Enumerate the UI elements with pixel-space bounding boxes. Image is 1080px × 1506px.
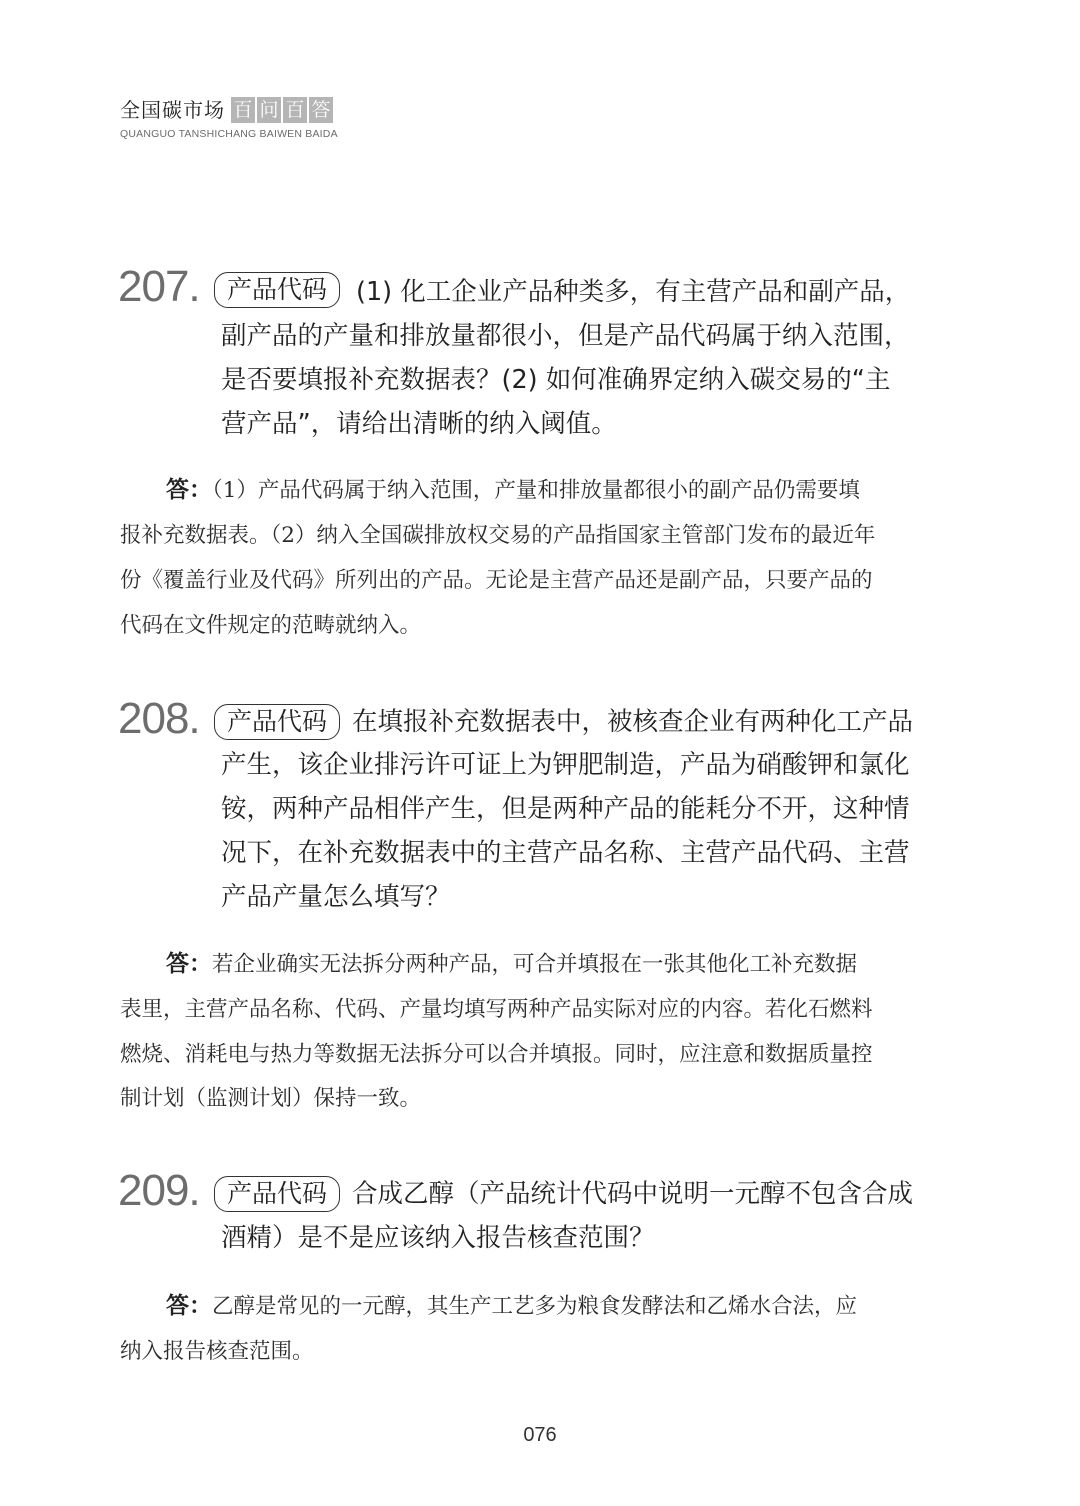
question-line: 铵，两种产品相伴产生，但是两种产品的能耗分不开，这种情 bbox=[221, 794, 910, 824]
answer-label: 答： bbox=[166, 951, 212, 977]
question-line: 在填报补充数据表中，被核查企业有两种化工产品 bbox=[352, 707, 914, 737]
question-tag: 产品代码 bbox=[214, 1176, 340, 1212]
answer-text: （1）产品代码属于纳入范围，产量和排放量都很小的副产品仍需要填 bbox=[212, 478, 860, 503]
answer-line: 表里，主营产品名称、代码、产量均填写两种产品实际对应的内容。若化石燃料 bbox=[120, 997, 873, 1022]
question-line: 副产品的产量和排放量都很小，但是产品代码属于纳入范围， bbox=[221, 321, 910, 351]
answer-line: 纳入报告核查范围。 bbox=[120, 1339, 314, 1364]
header-boxed-char: 答 bbox=[309, 97, 333, 123]
header-title: 全国碳市场 bbox=[120, 98, 225, 122]
page-number: 076 bbox=[523, 1424, 557, 1446]
answer-line bbox=[166, 468, 860, 513]
header-boxed-char: 问 bbox=[257, 97, 281, 123]
running-header bbox=[120, 96, 360, 140]
question-tag: 产品代码 bbox=[214, 704, 340, 740]
header-boxed-char: 百 bbox=[283, 97, 307, 123]
question-line: 况下，在补充数据表中的主营产品名称、主营产品代码、主营 bbox=[221, 838, 910, 868]
answer-label: 答： bbox=[166, 477, 212, 503]
answer-line: 份《覆盖行业及代码》所列出的产品。无论是主营产品还是副产品，只要产品的 bbox=[120, 568, 873, 593]
answer-line bbox=[166, 942, 857, 987]
answer-text: 若企业确实无法拆分两种产品，可合并填报在一张其他化工补充数据 bbox=[212, 952, 858, 977]
answer-label: 答： bbox=[166, 1293, 212, 1319]
answer-line: 燃烧、消耗电与热力等数据无法拆分可以合并填报。同时，应注意和数据质量控 bbox=[120, 1042, 873, 1067]
answer-text: 乙醇是常见的一元醇，其生产工艺多为粮食发酵法和乙烯水合法，应 bbox=[212, 1294, 858, 1319]
answer-line: 报补充数据表。（2）纳入全国碳排放权交易的产品指国家主管部门发布的最近年 bbox=[120, 523, 876, 548]
answer-line bbox=[166, 1284, 857, 1329]
question-line: 酒精）是不是应该纳入报告核查范围？ bbox=[221, 1223, 655, 1253]
question-number: 207. bbox=[118, 262, 200, 311]
header-subtitle: QUANGUO TANSHICHANG BAIWEN BAIDA bbox=[120, 128, 338, 140]
question-number: 209. bbox=[118, 1166, 200, 1215]
header-title-row bbox=[120, 96, 360, 124]
answer-line: 代码在文件规定的范畴就纳入。 bbox=[120, 613, 422, 638]
question-line: 是否要填报补充数据表？(2) 如何准确界定纳入碳交易的“主 bbox=[221, 365, 891, 395]
question-line: 合成乙醇（产品统计代码中说明一元醇不包含合成 bbox=[352, 1179, 914, 1209]
header-boxed-chars bbox=[229, 97, 333, 123]
question-line: 营产品”，请给出清晰的纳入阈值。 bbox=[221, 409, 617, 439]
question-line: 产品产量怎么填写？ bbox=[221, 882, 451, 912]
question-line: (1) 化工企业产品种类多，有主营产品和副产品， bbox=[356, 277, 911, 307]
answer-line: 制计划（监测计划）保持一致。 bbox=[120, 1086, 422, 1111]
question-line: 产生，该企业排污许可证上为钾肥制造，产品为硝酸钾和氯化 bbox=[221, 750, 910, 780]
header-boxed-char: 百 bbox=[231, 97, 255, 123]
question-tag: 产品代码 bbox=[214, 272, 340, 308]
question-number: 208. bbox=[118, 694, 200, 743]
